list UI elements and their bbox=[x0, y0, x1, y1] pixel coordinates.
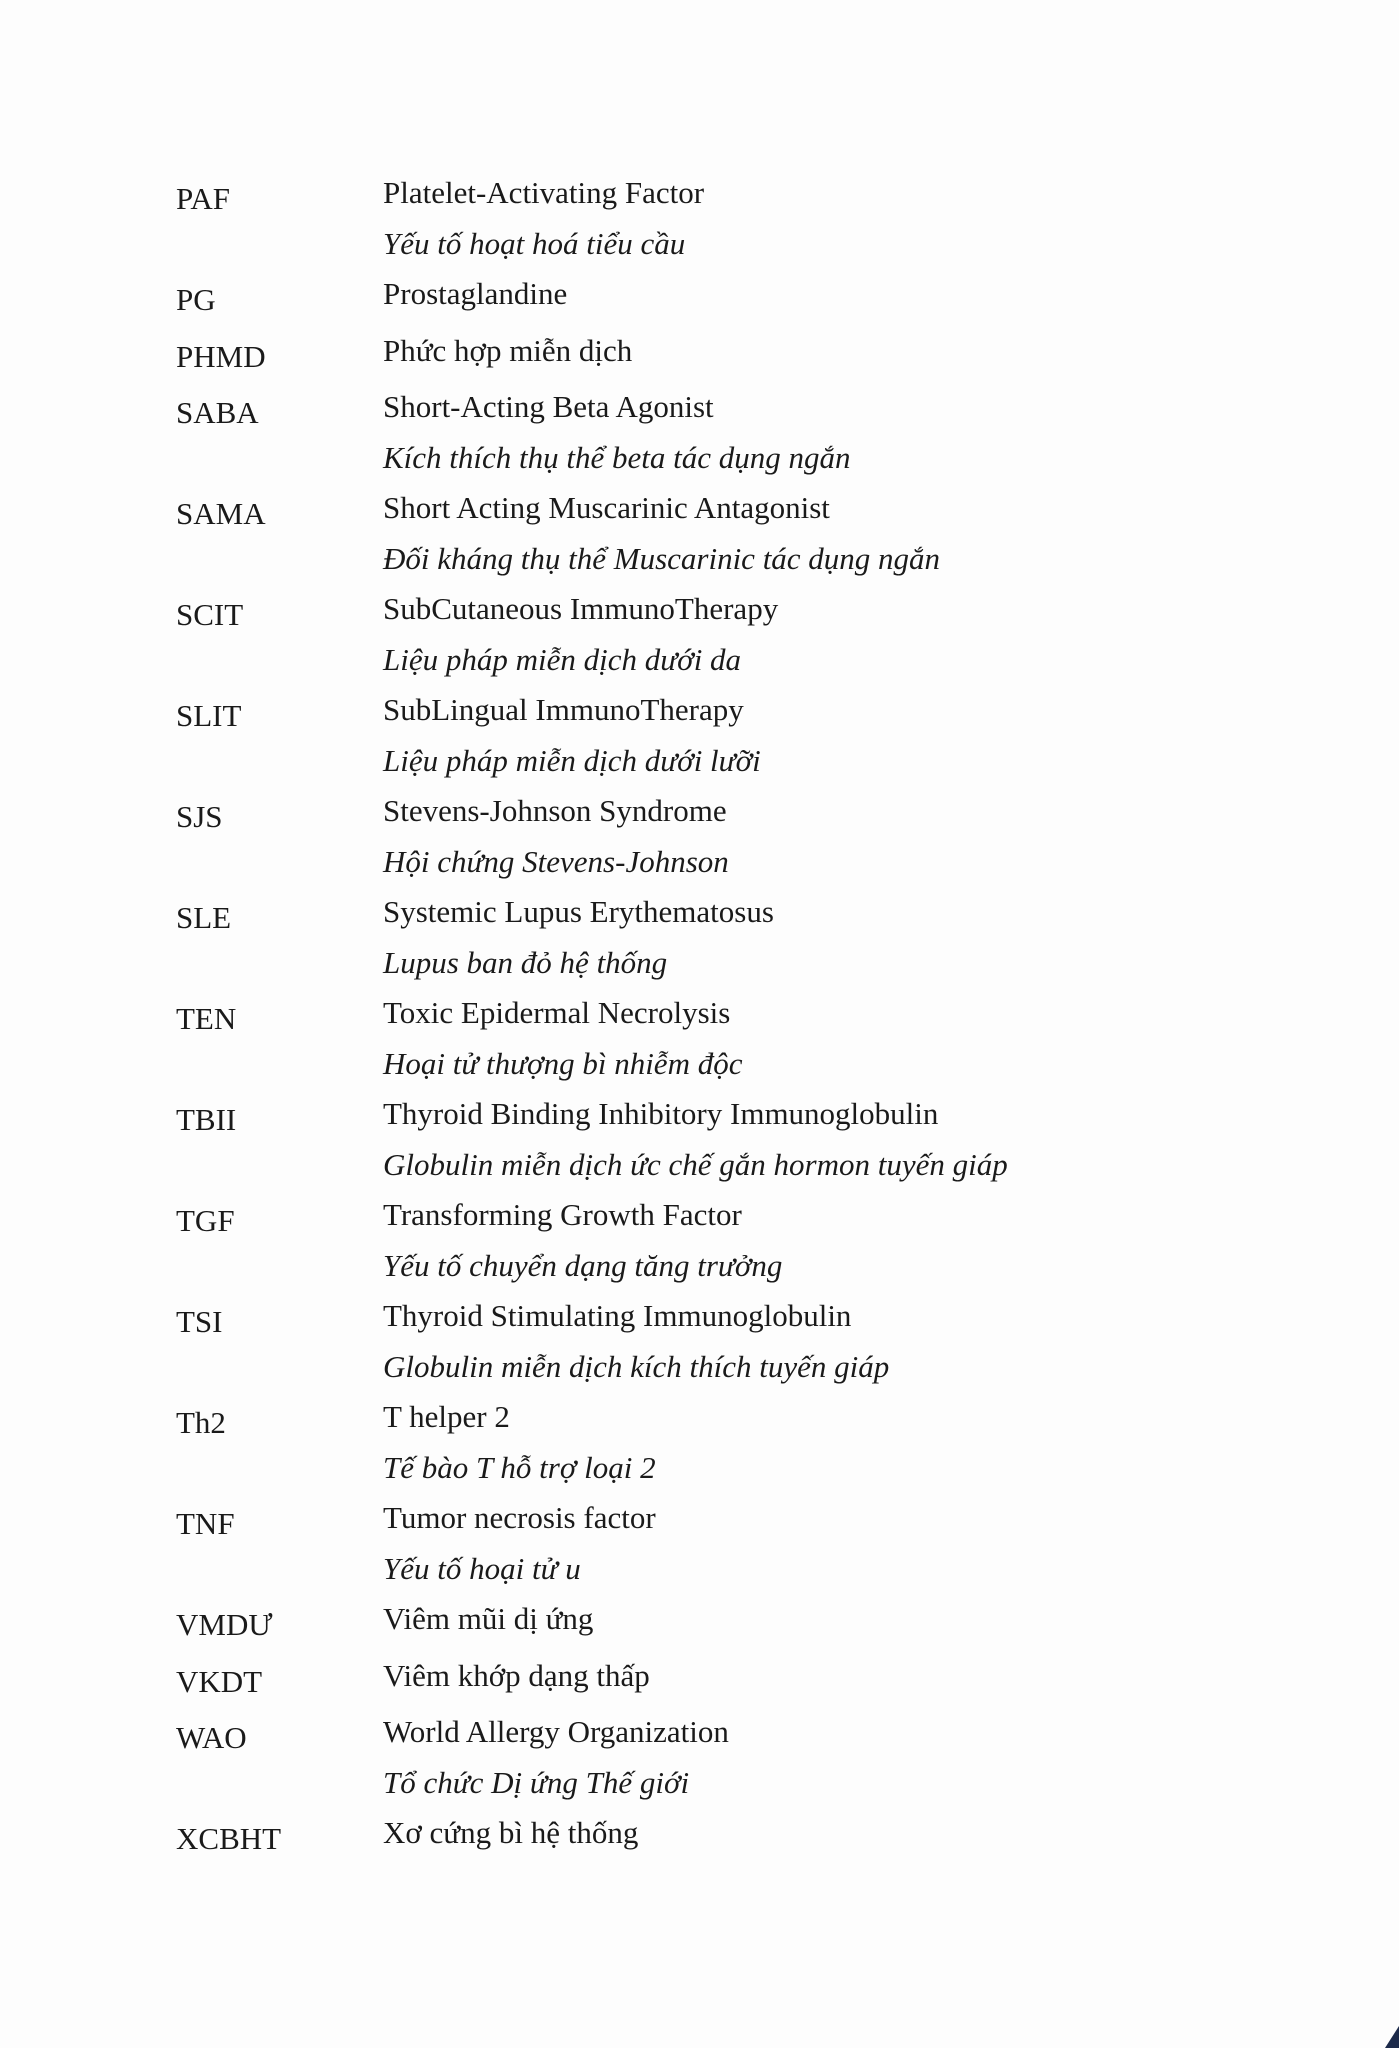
abbreviation: Th2 bbox=[176, 1405, 226, 1440]
definition bbox=[383, 269, 1176, 320]
term-full: SubCutaneous ImmunoTherapy bbox=[383, 591, 779, 626]
term-full: Short Acting Muscarinic Antagonist bbox=[383, 490, 830, 525]
definition bbox=[383, 326, 1176, 377]
term-translation: Hoại tử thượng bì nhiễm độc bbox=[383, 1045, 743, 1081]
term-translation: Đối kháng thụ thể Muscarinic tác dụng ngắn bbox=[383, 540, 941, 576]
term-full: Phức hợp miễn dịch bbox=[383, 332, 633, 368]
term-translation: Globulin miễn dịch kích thích tuyến giáp bbox=[383, 1348, 890, 1384]
abbreviation: SLE bbox=[176, 900, 232, 935]
definition bbox=[383, 786, 1176, 887]
definition bbox=[383, 1594, 1176, 1645]
abbreviation: TGF bbox=[176, 1203, 235, 1238]
definition bbox=[383, 1089, 1176, 1190]
glossary-entry bbox=[176, 685, 1176, 786]
glossary-entry bbox=[176, 1594, 1176, 1651]
definition bbox=[383, 988, 1176, 1089]
term-full: Systemic Lupus Erythematosus bbox=[383, 894, 774, 929]
glossary-entry bbox=[176, 1651, 1176, 1708]
definition bbox=[383, 1392, 1176, 1493]
term-translation: Liệu pháp miễn dịch dưới da bbox=[383, 641, 742, 677]
abbreviation: PG bbox=[176, 282, 216, 317]
term-full: Platelet-Activating Factor bbox=[383, 175, 705, 210]
term-full: Short-Acting Beta Agonist bbox=[383, 389, 714, 424]
glossary-entry bbox=[176, 326, 1176, 383]
glossary-entry bbox=[176, 1392, 1176, 1493]
abbreviation: SABA bbox=[176, 395, 259, 430]
glossary-entry bbox=[176, 483, 1176, 584]
term-translation: Yếu tố chuyển dạng tăng trưởng bbox=[383, 1247, 783, 1283]
glossary-entry bbox=[176, 887, 1176, 988]
abbreviation: TNF bbox=[176, 1506, 235, 1541]
definition bbox=[383, 1190, 1176, 1291]
term-full: Transforming Growth Factor bbox=[383, 1197, 742, 1232]
definition bbox=[383, 1651, 1176, 1702]
glossary-entry bbox=[176, 1190, 1176, 1291]
term-translation: Hội chứng Stevens-Johnson bbox=[383, 843, 729, 879]
definition bbox=[383, 1291, 1176, 1392]
glossary-entry bbox=[176, 1291, 1176, 1392]
term-full: Thyroid Binding Inhibitory Immunoglobulin bbox=[383, 1096, 939, 1131]
term-full: T helper 2 bbox=[383, 1399, 510, 1434]
abbreviation: VKDT bbox=[176, 1663, 263, 1699]
definition bbox=[383, 584, 1176, 685]
definition bbox=[383, 382, 1176, 483]
term-translation: Yếu tố hoại tử u bbox=[383, 1550, 581, 1586]
glossary-entry bbox=[176, 1493, 1176, 1594]
abbreviation: TEN bbox=[176, 1001, 237, 1036]
abbreviation: SCIT bbox=[176, 597, 244, 632]
glossary-entry bbox=[176, 584, 1176, 685]
abbreviation: XCBHT bbox=[176, 1821, 282, 1856]
term-translation: Yếu tố hoạt hoá tiểu cầu bbox=[383, 225, 686, 261]
glossary-entry bbox=[176, 1808, 1176, 1865]
definition bbox=[383, 887, 1176, 988]
glossary-entry bbox=[176, 269, 1176, 326]
definition bbox=[383, 1493, 1176, 1594]
glossary-entry bbox=[176, 168, 1176, 269]
definition bbox=[383, 168, 1176, 269]
term-full: Stevens-Johnson Syndrome bbox=[383, 793, 727, 828]
abbreviation-glossary bbox=[176, 168, 1176, 1865]
term-full: Toxic Epidermal Necrolysis bbox=[383, 995, 731, 1030]
term-full: Viêm mũi dị ứng bbox=[383, 1601, 594, 1636]
glossary-entry bbox=[176, 786, 1176, 887]
term-translation: Kích thích thụ thể beta tác dụng ngắn bbox=[383, 439, 851, 475]
term-translation: Liệu pháp miễn dịch dưới lưỡi bbox=[383, 742, 761, 778]
term-translation: Lupus ban đỏ hệ thống bbox=[383, 944, 668, 980]
abbreviation: VMDƯ bbox=[176, 1607, 273, 1642]
abbreviation: SJS bbox=[176, 799, 223, 834]
glossary-entry bbox=[176, 1707, 1176, 1808]
abbreviation: SLIT bbox=[176, 698, 242, 733]
glossary-entry bbox=[176, 1089, 1176, 1190]
abbreviation: PAF bbox=[176, 181, 231, 216]
term-full: Tumor necrosis factor bbox=[383, 1500, 656, 1535]
term-full: Thyroid Stimulating Immunoglobulin bbox=[383, 1298, 852, 1333]
abbreviation: TBII bbox=[176, 1102, 237, 1137]
definition bbox=[383, 1808, 1176, 1859]
term-translation: Globulin miễn dịch ức chế gắn hormon tuyến giáp bbox=[383, 1146, 1008, 1182]
glossary-entry bbox=[176, 382, 1176, 483]
term-translation: Tổ chức Dị ứng Thế giới bbox=[383, 1764, 690, 1800]
page-corner-mark bbox=[1385, 2026, 1399, 2048]
abbreviation: PHMD bbox=[176, 338, 266, 374]
definition bbox=[383, 483, 1176, 584]
glossary-entry bbox=[176, 988, 1176, 1089]
term-full: Xơ cứng bì hệ thống bbox=[383, 1815, 639, 1850]
definition bbox=[383, 1707, 1176, 1808]
abbreviation: WAO bbox=[176, 1720, 247, 1755]
term-full: SubLingual ImmunoTherapy bbox=[383, 692, 744, 727]
term-full: Viêm khớp dạng thấp bbox=[383, 1657, 650, 1693]
term-full: Prostaglandine bbox=[383, 276, 568, 311]
abbreviation: TSI bbox=[176, 1304, 223, 1339]
abbreviation: SAMA bbox=[176, 496, 266, 531]
term-full: World Allergy Organization bbox=[383, 1714, 729, 1749]
definition bbox=[383, 685, 1176, 786]
term-translation: Tế bào T hỗ trợ loại 2 bbox=[383, 1449, 656, 1485]
